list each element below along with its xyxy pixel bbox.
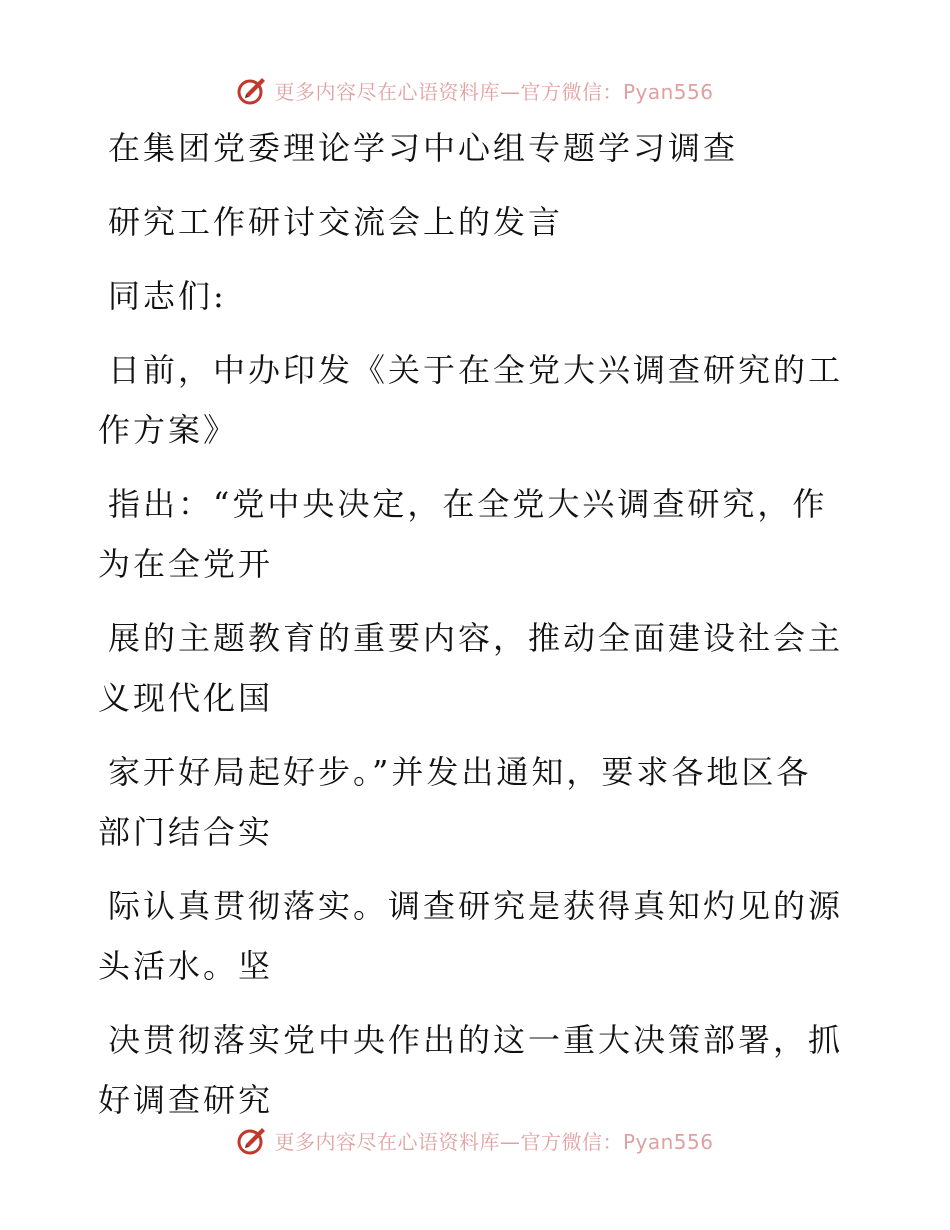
paragraph-line: 部门结合实: [98, 813, 274, 851]
document-title-line-1: 在集团党委理论学习中心组专题学习调查: [108, 129, 739, 167]
pen-seal-icon: [236, 1124, 268, 1156]
paragraph-line: 好调查研究: [98, 1081, 274, 1119]
paragraph-line: 头活水。坚: [98, 947, 274, 985]
document-body: [98, 118, 844, 1130]
paragraph-line: 家开好局起好步。”并发出通知，要求各地区各: [108, 753, 812, 791]
paragraph-line: 指出：“党中央决定，在全党大兴调查研究，作: [108, 485, 828, 523]
paragraph-line: 决贯彻落实党中央作出的这一重大决策部署，抓: [108, 1021, 844, 1059]
pen-seal-icon: [236, 74, 268, 106]
paragraph-line: 义现代化国: [98, 679, 274, 717]
watermark-text: 更多内容尽在心语资料库—官方微信：Pyan556: [274, 79, 714, 104]
salutation: 同志们:: [108, 277, 227, 315]
paragraph-line: 为在全党开: [98, 545, 274, 583]
watermark-text: 更多内容尽在心语资料库—官方微信：Pyan556: [274, 1129, 714, 1154]
footer-watermark: [0, 1120, 950, 1160]
header-watermark: [0, 70, 950, 110]
paragraph-line: 展的主题教育的重要内容，推动全面建设社会主: [108, 619, 844, 657]
paragraph-line: 作方案》: [98, 411, 239, 449]
document-title-line-2: 研究工作研讨交流会上的发言: [108, 203, 564, 241]
paragraph-line: 际认真贯彻落实。调查研究是获得真知灼见的源: [108, 887, 844, 925]
paragraph-line: 日前，中办印发《关于在全党大兴调查研究的工: [108, 351, 844, 389]
